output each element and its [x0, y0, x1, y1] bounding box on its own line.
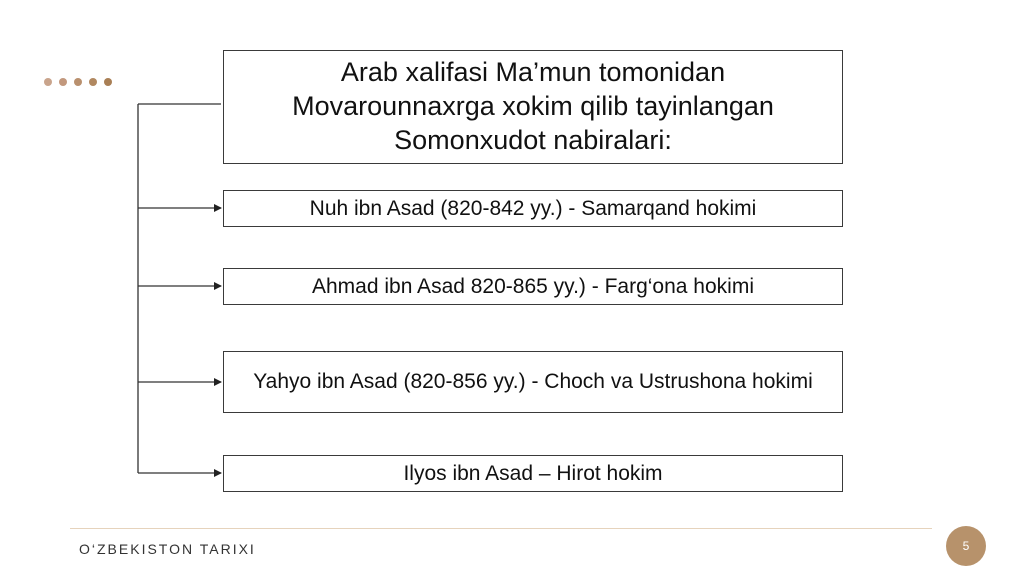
footer-divider: [70, 528, 932, 529]
ruler-box-ahmad: [223, 268, 843, 305]
ruler-box-yahyo: [223, 351, 843, 413]
page-number: 5: [962, 539, 970, 553]
ruler-box-ilyos: [223, 455, 843, 492]
footer-title: O‘ZBEKISTON TARIXI: [79, 541, 256, 557]
ruler-box-nuh: [223, 190, 843, 227]
ruler-text: Ilyos ibn Asad – Hirot hokim: [403, 461, 663, 485]
page-number-badge: [946, 526, 986, 566]
main-heading-box: [223, 50, 843, 164]
ruler-text: Yahyo ibn Asad (820-856 yy.) - Choch va Ustrushona hokimi: [253, 369, 813, 393]
ruler-text: Nuh ibn Asad (820-842 yy.) - Samarqand hokimi: [309, 196, 757, 220]
main-heading-text: Arab xalifasi Ma’mun tomonidan Movarounnaxrga xokim qilib tayinlangan Somonxudot nabiralari:: [292, 57, 774, 155]
ruler-text: Ahmad ibn Asad 820-865 yy.) - Farg‘ona hokimi: [311, 274, 754, 298]
